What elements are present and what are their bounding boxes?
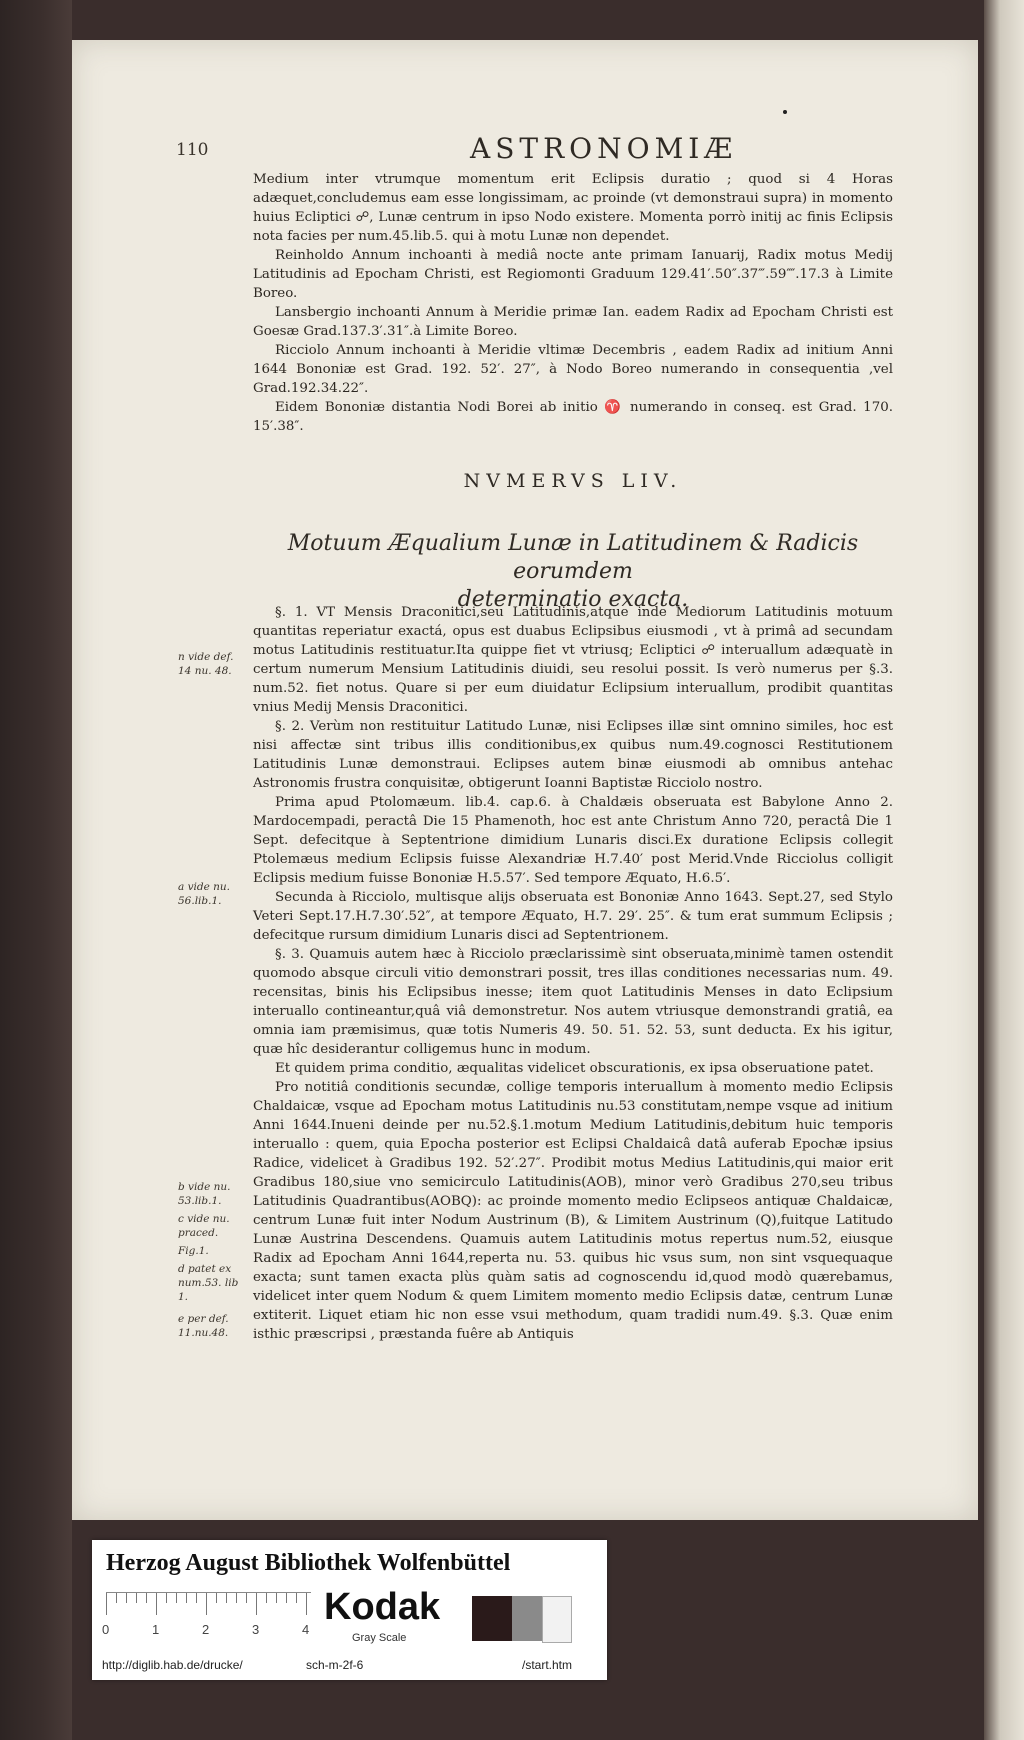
ruler-number: 4 <box>302 1622 310 1637</box>
paragraph: Eidem Bononiæ distantia Nodi Borei ab initio ♈ numerando in conseq. est Grad. 170. 15′.38″. <box>253 400 893 434</box>
heading-line-1: Motuum Æqualium Lunæ in Latitudinem & Radicis eorumdem <box>287 531 859 584</box>
library-name: Herzog August Bibliothek Wolfenbüttel <box>106 1550 511 1576</box>
ruler-number: 3 <box>252 1622 260 1637</box>
url-right: /start.htm <box>522 1658 573 1672</box>
ruler-number: 1 <box>152 1622 160 1637</box>
margin-note: a vide nu. 56.lib.1. <box>178 881 231 907</box>
top-text-block <box>253 170 893 436</box>
paragraph: §. 3. Quamuis autem hæc à Ricciolo præclarissimè sint obseruata,minimè tamen ostendit quomodo absque circuli vitio demonstrari possit, tres illas conditiones necessarias num. 49. recensitas, binis his Eclipsibus inesse; item quot Latitudinis Menses in dato Eclipsium interuallo contineantur,quâ viâ demonstretur. Nos autem vtriusque demonstrandi gratiâ, ea omnia iam præmisimus, quæ totis Numeris 49. 50. 51. 52. 53, sunt deducta. Ex his igitur, quæ hîc desiderantur colligemus hunc in modum. <box>253 947 893 1057</box>
margin-note: Fig.1. <box>178 1245 209 1257</box>
swatch-black <box>472 1596 512 1641</box>
paragraph: Ricciolo Annum inchoanti à Meridie vltimæ Decembris , eadem Radix ad initium Anni 1644 Bononiæ est Grad. 192. 52′. 27″, à Nodo Boreo numerando in consequentia ,vel Grad.192.34.22″. <box>253 343 893 396</box>
swatch-gray <box>512 1596 542 1641</box>
library-label <box>92 1540 607 1680</box>
running-head: ASTRONOMIÆ <box>470 132 738 165</box>
ink-spot <box>783 110 787 114</box>
paragraph: Secunda à Ricciolo, multisque alijs obseruata est Bononiæ Anno 1643. Sept.27, sed Stylo Veteri Sept.17.H.7.30′.52″, at tempore Æquato, H.7. 29′. 25″. & tum erat summum Eclipsis ; defecitque rursum dimidium Lunaris disci ad Septentrionem. <box>253 890 893 943</box>
paragraph: Prima apud Ptolomæum. lib.4. cap.6. à Chaldæis obseruata est Babylone Anno 2. Mardocempadi, peractâ Die 15 Phamenoth, hoc est ante Christum Anno 720, peractâ Die 1 Sept. defecitque à Septentrione dimidium Lunaris disci.Ex duratione Eclipsis collegit Ptolemæus medium Eclipsis fuisse Alexandriæ H.7.40′ post Merid.Vnde Ricciolus colligit Eclipsis medium fuisse Bononiæ H.5.57′. Sed tempore Æquato, H.6.5′. <box>253 795 893 886</box>
gray-scale-caption: Gray Scale <box>352 1632 407 1644</box>
ruler-number: 0 <box>102 1622 110 1637</box>
kodak-logo: Kodak <box>324 1586 441 1628</box>
margin-note: b vide nu. 53.lib.1. <box>178 1181 231 1207</box>
page-number: 110 <box>176 140 209 160</box>
heading-line-2: determinatio exacta. <box>457 587 689 612</box>
paragraph: Et quidem prima conditio, æqualitas videlicet obscurationis, ex ipsa obseruatione patet. <box>275 1061 874 1076</box>
dark-background-left <box>0 0 72 1740</box>
paragraph: Reinholdo Annum inchoanti à mediâ nocte ante primam Ianuarij, Radix motus Medij Latitudinis ad Epocham Christi, est Regiomonti Graduum 129.41′.50″.37‴.59⁗.17.3 à Limite Boreo. <box>253 248 893 301</box>
paragraph: Medium inter vtrumque momentum erit Eclipsis duratio ; quod si 4 Horas adæquet,concludemus eam esse longissimam, ac proinde (vt demonstraui supra) in momento huius Ecliptici ☍, Lunæ centrum in ipso Nodo existere. Momenta porrò initij ac finis Eclipsis nota facies per num.45.lib.5. qui à motu Lunæ non dependet. <box>253 172 893 244</box>
next-page-edge <box>984 0 1024 1740</box>
swatch-white <box>542 1596 572 1643</box>
margin-note: d patet ex num.53. lib 1. <box>178 1263 239 1303</box>
url-left: http://diglib.hab.de/drucke/ <box>102 1658 243 1672</box>
paragraph: §. 2. Verùm non restituitur Latitudo Lunæ, nisi Eclipses illæ sint omnino similes, hoc est nisi affectæ sint tribus illis conditionibus,ex quibus num.49.cognosci Restitutionem Latitudinis Lunæ demonstraui. Eclipses autem binæ eiusmodi ab omnibus antehac Astronomis frustra conquisitæ, obtigerunt Ioanni Baptistæ Ricciolo nostro. <box>253 719 893 791</box>
margin-note: c vide nu. praced. <box>178 1213 230 1239</box>
paragraph: §. 1. VT Mensis Draconitici,seu Latitudinis,atque inde Mediorum Latitudinis motuum quantitas reperiatur exactá, opus est duabus Eclipsibus eiusmodi , vt à primâ ad secundam motus Latitudinis restituatur.Ita quippe fiet vt vtriusq; Ecliptici ☍ interuallum adæquatè in certum numerum Mensium Latitudinis diuidi, seu resolui possit. Is verò numerus per §.3. num.52. fiet notus. Quare si per eum diuidatur Eclipsium interuallum, prodibit quantitas vnius Medij Mensis Draconitici. <box>253 605 893 715</box>
margin-note: n vide def. 14 nu. 48. <box>178 651 234 677</box>
ruler-number: 2 <box>202 1622 210 1637</box>
url-mid: sch-m-2f-6 <box>306 1658 364 1672</box>
paragraph: Lansbergio inchoanti Annum à Meridie primæ Ian. eadem Radix ad Epocham Christi est Goesæ Grad.137.3′.31″.à Limite Boreo. <box>253 305 893 339</box>
paragraph: Pro notitiâ conditionis secundæ, collige temporis interuallum à momento medio Eclipsis Chaldaicæ, vsque ad Epocham motus Latitudinis nu.53 constitutam,nempe vsque ad initium Anni 1644.Inueni deinde per nu.52.§.1.motum Medium Latitudinis,debitum huic temporis interuallo : quem, quia Epocha posterior est Eclipsi Chaldaicâ datâ auferab Epochæ ipsius Radice, videlicet à Gradibus 192. 52′.27″. Prodibit motus Medius Latitudinis,qui maior erit Gradibus 180,siue vno semicirculo Latitudinis(AOB), minor verò Gradibus 270,seu tribus Latitudinis Quadrantibus(AOBQ): ac proinde momento medio Eclipseos antiquæ Chaldaicæ, centrum Lunæ fuit inter Nodum Austrinum (B), & Limitem Austrinum (Q),fuitque Latitudo Lunæ Austrina Descendens. Quamuis autem Latitudinis motus repertus num.52, eiusque Radix ad Epocham Anni 1644,reperta nu. 53. quibus hic vsus sum, non sint vsquequaque exacta; sunt tamen exacta plùs quàm satis ad cognoscendu id,quod modò quærebamus, videlicet inter quem Nodum & quem Limitem momento medio Eclipsis datæ, centrum Lunæ extiterit. Liquet etiam hic non esse vsui methodum, quam tradidi num.49. §.3. Quæ enim isthic præscripsi , præstanda fuêre ab Antiquis <box>253 1080 893 1342</box>
ruler-scale <box>106 1592 311 1615</box>
margin-note: e per def. 11.nu.48. <box>178 1313 229 1339</box>
body-text-block <box>253 603 893 1344</box>
section-heading <box>253 530 893 614</box>
section-number: NVMERVS LIV. <box>463 470 683 492</box>
